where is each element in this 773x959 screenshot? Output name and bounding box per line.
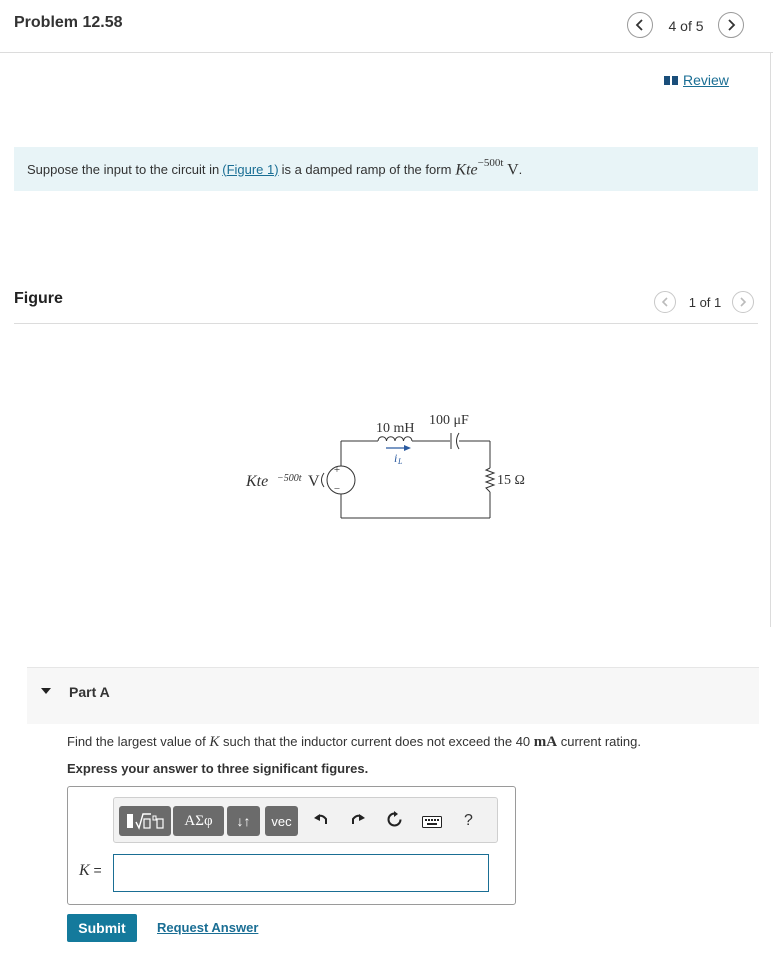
previous-problem-button[interactable]	[627, 12, 653, 38]
source-label-unit: V	[308, 473, 320, 490]
chevron-left-icon	[661, 297, 669, 307]
previous-figure-button[interactable]	[654, 291, 676, 313]
figure-heading: Figure	[14, 290, 63, 307]
next-figure-button[interactable]	[732, 291, 754, 313]
next-problem-button[interactable]	[718, 12, 744, 38]
source-label-base: Kte	[246, 473, 269, 490]
help-button[interactable]: ?	[464, 812, 473, 829]
capacitor-label: 100 μF	[429, 413, 469, 428]
answer-equals: =	[89, 862, 102, 878]
source-label-exp: −500t	[277, 473, 302, 484]
current-arrow-head	[404, 445, 411, 451]
capacitor-plate-curved	[457, 433, 460, 449]
book-icon	[664, 75, 678, 86]
inductor-label: 10 mH	[376, 421, 415, 436]
problem-counter: 4 of 5	[668, 18, 704, 34]
question-text	[67, 734, 641, 751]
panel-divider	[770, 52, 771, 627]
greek-symbols-button[interactable]: ΑΣφ	[173, 806, 224, 836]
sort-arrows-button[interactable]: ↓↑	[227, 806, 260, 836]
review-link[interactable]	[664, 72, 729, 88]
question-before: Find the largest value of	[67, 734, 206, 749]
figure-counter: 1 of 1	[688, 295, 722, 310]
part-a-title: Part A	[69, 684, 110, 700]
collapse-triangle-icon[interactable]	[40, 687, 52, 695]
resistor	[486, 468, 494, 492]
keyboard-icon[interactable]	[422, 816, 442, 828]
circuit-diagram	[230, 400, 540, 530]
question-middle: such that the inductor current does not exceed the 40	[223, 734, 531, 749]
header-divider	[0, 52, 773, 53]
answer-label	[79, 862, 102, 880]
review-label: Review	[683, 72, 729, 88]
statement-math	[455, 156, 519, 179]
math-exponent: −500t	[477, 156, 504, 169]
chevron-left-icon	[635, 19, 645, 31]
submit-button[interactable]: Submit	[67, 914, 137, 942]
templates-button[interactable]	[119, 806, 171, 836]
request-answer-link[interactable]: Request Answer	[157, 920, 259, 935]
current-label: i	[394, 451, 398, 465]
chevron-right-icon	[739, 297, 747, 307]
figure-divider	[14, 323, 758, 324]
question-unit: mA	[533, 734, 558, 750]
source-plus: +	[333, 464, 341, 476]
math-unit: V	[507, 161, 519, 179]
statement-text-before: Suppose the input to the circuit in	[27, 161, 220, 177]
statement-text-after: is a damped ramp of the form	[281, 161, 452, 177]
question-after: current rating.	[560, 734, 641, 749]
voltage-source	[327, 466, 355, 494]
instruction-text: Express your answer to three significant figures.	[67, 761, 369, 776]
answer-input[interactable]	[113, 854, 489, 892]
problem-title: Problem 12.58	[14, 14, 123, 31]
reset-icon[interactable]	[386, 811, 403, 828]
resistor-label: 15 Ω	[497, 473, 525, 488]
statement-period: .	[518, 161, 523, 177]
figure-link[interactable]: (Figure 1)	[222, 161, 279, 177]
math-base: Kte	[455, 161, 478, 179]
vector-button[interactable]: vec	[265, 806, 298, 836]
current-subscript: L	[398, 457, 403, 466]
redo-icon[interactable]	[350, 811, 366, 827]
source-minus: −	[333, 483, 341, 495]
part-a-header[interactable]	[27, 667, 759, 724]
chevron-right-icon	[726, 19, 736, 31]
templates-icon	[124, 810, 166, 832]
undo-icon[interactable]	[313, 811, 329, 827]
problem-statement	[14, 147, 758, 191]
answer-var: K	[79, 862, 90, 879]
question-var: K	[209, 734, 220, 750]
inductor	[378, 437, 412, 441]
